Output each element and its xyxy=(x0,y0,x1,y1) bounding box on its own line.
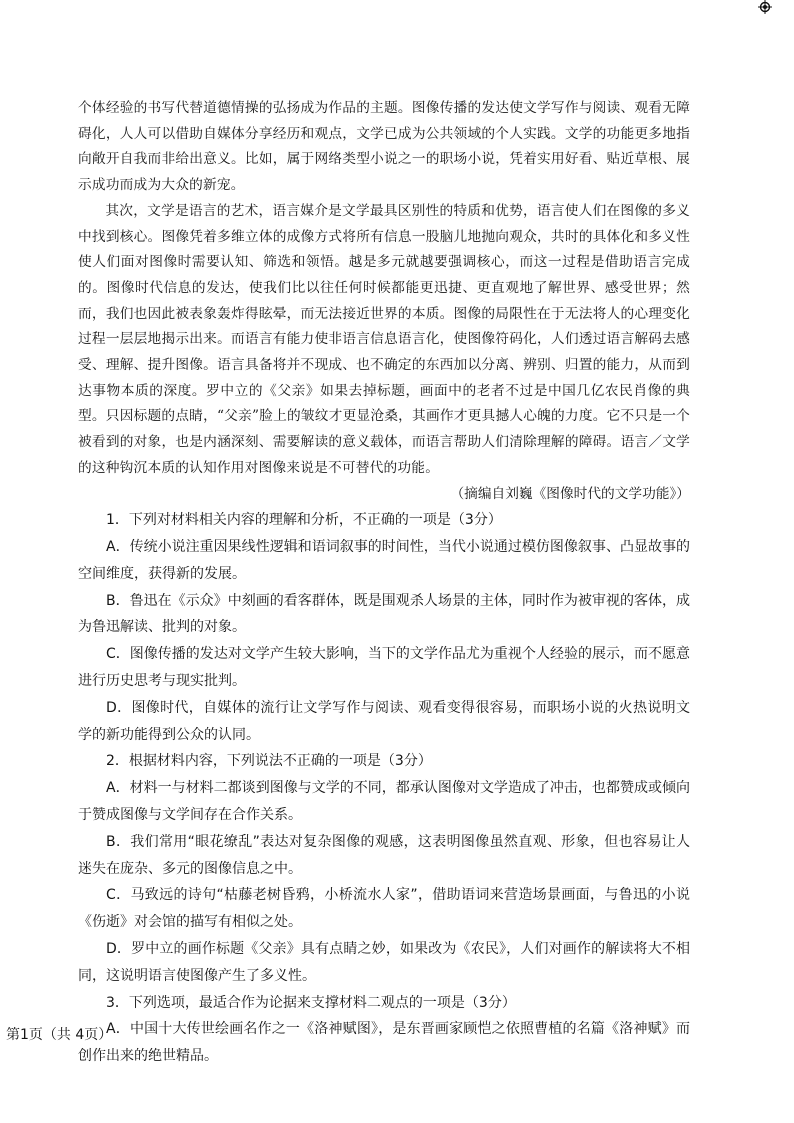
option-a: A．材料一与材料二都谈到图像与文学的不同，都承认图像对文学造成了冲击，也都赞成或倾向于赞成图像与文学间存在合作关系。 xyxy=(78,780,690,824)
option-d: D．图像时代，自媒体的流行让文学写作与阅读、观看变得很容易，而职场小说的火热说明文学的新功能得到公众的认同。 xyxy=(78,699,690,743)
option-b: B．我们常用“眼花缭乱”表达对复杂图像的观感，这表明图像虽然直观、形象，但也容易让人迷失在庞杂、多元的图像信息之中。 xyxy=(78,833,690,877)
question-stem: 3．下列选项，最适合作为论据来支撑材料二观点的一项是（3分） xyxy=(106,994,516,1011)
reading-passage xyxy=(78,96,690,507)
page-content xyxy=(78,96,690,1070)
option-b: B．鲁迅在《示众》中刻画的看客群体，既是围观杀人场景的主体，同时作为被审视的客体，成为鲁迅解读、批判的对象。 xyxy=(78,592,690,636)
question-2 xyxy=(78,748,690,989)
option-a: A．传统小说注重因果线性逻辑和语词叙事的时间性，当代小说通过模仿图像叙事、凸显故事的空间维度，获得新的发展。 xyxy=(78,539,690,582)
passage-paragraph-2: 其次，文学是语言的艺术，语言媒介是文学最具区别性的特质和优势，语言使人们在图像的多义中找到核心。图像凭着多维立体的成像方式将所有信息一股脑儿地抛向观众，共时的具体化和多义性使人们面对图像时需要认知、筛选和领悟。越是多元就越要强调核心，而这一过程是借助语言完成的。图像时代信息的发达，使我们比以往任何时候都能更迅捷、更直观地了解世界、感受世界；然而，我们也因此被表象轰炸得眩晕，而无法接近世界的本质。图像的局限性在于无法将人的心理变化过程一层层地揭示出来。而语言有能力使非语言信息语言化，使图像符码化，人们透过语言解码去感受、理解、提升图像。语言具备将并不现成、也不确定的东西加以分离、辨别、归置的能力，从而到达事物本质的深度。罗中立的《父亲》如果去掉标题，画面中的老者不过是中国几亿农民肖像的典型。只因标题的点睛，“父亲”脸上的皱纹才更显沧桑，其画作才更具撼人心魄的力度。它不只是一个被看到的对象，也是内涵深刻、需要解读的意义载体，而语言帮助人们清除理解的障碍。语言／文学的这种钩沉本质的认知作用对图像来说是不可替代的功能。 xyxy=(78,202,690,476)
passage-paragraph-1: 个体经验的书写代替道德情操的弘扬成为作品的主题。图像传播的发达使文学写作与阅读、观看无障碍化，人人可以借助自媒体分享经历和观点，文学已成为公共领域的个人实践。文学的功能更多地指向敞开自我而非给出意义。比如，属于网络类型小说之一的职场小说，凭着实用好看、贴近草根、展示成功而成为大众的新宠。 xyxy=(78,100,690,194)
passage-source: （摘编自刘巍《图像时代的文学功能》） xyxy=(450,485,690,502)
option-c: C．图像传播的发达对文学产生较大影响，当下的文学作品尤为重视个人经验的展示，而不愿意进行历史思考与现实批判。 xyxy=(78,646,690,690)
question-stem: 1．下列对材料相关内容的理解和分析，不正确的一项是（3分） xyxy=(106,512,502,529)
option-d: D．罗中立的画作标题《父亲》具有点睛之妙，如果改为《农民》，人们对画作的解读将大不相同，这说明语言使图像产生了多义性。 xyxy=(78,941,690,984)
registration-mark-icon xyxy=(758,0,772,14)
option-c: C．马致远的诗句“枯藤老树昏鸦，小桥流水人家”，借助语词来营造场景画面，与鲁迅的小说《伤逝》对会馆的描写有相似之处。 xyxy=(78,887,690,931)
page-footer: 第1页（共 4页） xyxy=(6,1027,113,1043)
option-a: A．中国十大传世绘画名作之一《洛神赋图》，是东晋画家顾恺之依照曹植的名篇《洛神赋》而创作出来的绝世精品。 xyxy=(78,1021,690,1065)
question-1 xyxy=(78,507,690,748)
question-3 xyxy=(78,990,690,1070)
question-stem: 2．根据材料内容，下列说法不正确的一项是（3分） xyxy=(106,753,432,770)
